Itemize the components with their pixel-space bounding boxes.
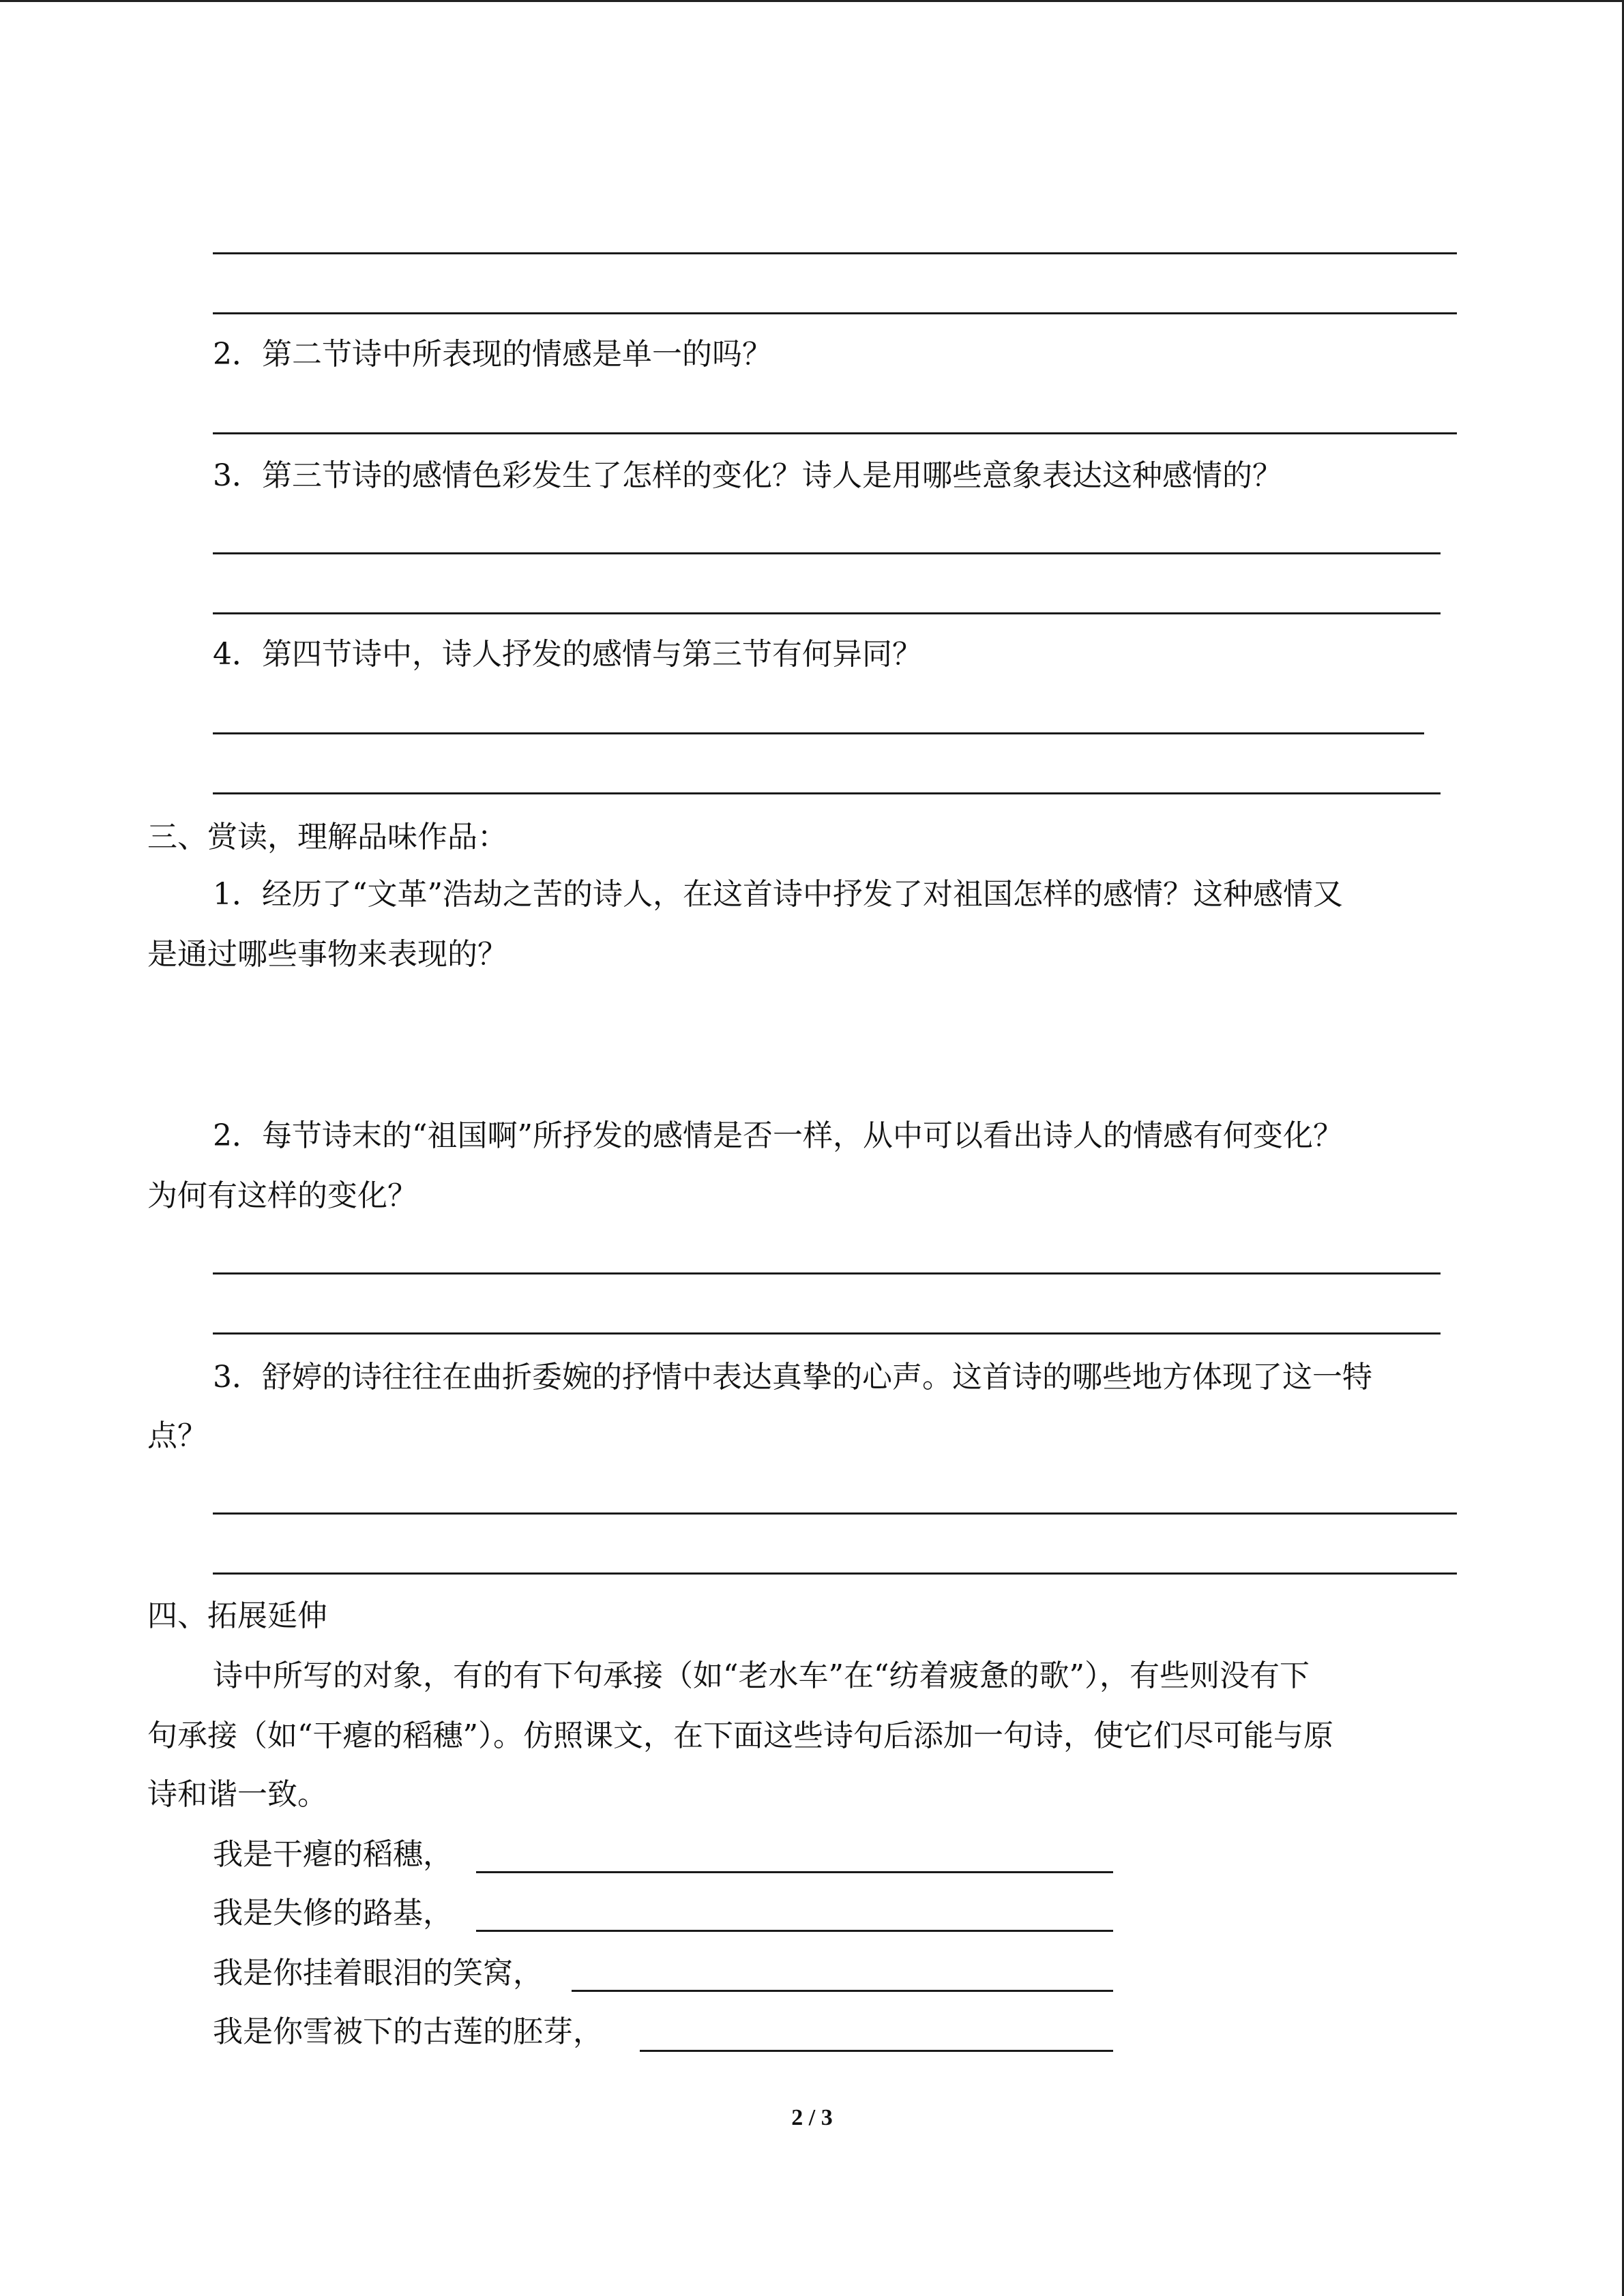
fill-in-blank-3[interactable] <box>572 1990 1113 1992</box>
section-3-heading: 三、赏读，理解品味作品： <box>147 820 507 854</box>
section-4-heading: 四、拓展延伸 <box>147 1598 327 1633</box>
fill-in-blank-1[interactable] <box>476 1871 1113 1873</box>
poem-prompt-4: 我是你雪被下的古莲的胚芽， <box>213 2014 603 2049</box>
fill-in-blank-2[interactable] <box>476 1930 1113 1932</box>
answer-line[interactable] <box>213 792 1441 794</box>
section-3-question-3-line-2: 点？ <box>147 1418 207 1453</box>
section-4-intro-line-3: 诗和谐一致。 <box>147 1777 327 1812</box>
answer-line[interactable] <box>213 252 1457 254</box>
section-3-question-2-line-1: 2．每节诗末的“祖国啊”所抒发的感情是否一样，从中可以看出诗人的情感有何变化？ <box>213 1118 1343 1153</box>
section-3-question-2-line-2: 为何有这样的变化？ <box>147 1178 417 1213</box>
question-3-text: 3．第三节诗的感情色彩发生了怎样的变化？诗人是用哪些意象表达这种感情的？ <box>213 458 1282 493</box>
answer-line[interactable] <box>213 612 1441 614</box>
question-2-text: 2．第二节诗中所表现的情感是单一的吗？ <box>213 337 772 372</box>
answer-line[interactable] <box>213 1332 1441 1335</box>
poem-prompt-3: 我是你挂着眼泪的笑窝， <box>213 1956 543 1991</box>
answer-line[interactable] <box>213 1572 1457 1575</box>
section-3-question-1-line-2: 是通过哪些事物来表现的？ <box>147 937 507 972</box>
fill-in-blank-4[interactable] <box>640 2050 1113 2052</box>
section-4-intro-line-2: 句承接（如“干瘪的稻穗”）。仿照课文，在下面这些诗句后添加一句诗，使它们尽可能与原 <box>147 1718 1333 1753</box>
poem-prompt-1: 我是干瘪的稻穗， <box>213 1837 453 1872</box>
answer-line[interactable] <box>213 1512 1457 1515</box>
poem-prompt-2: 我是失修的路基， <box>213 1896 453 1930</box>
answer-line[interactable] <box>213 312 1457 314</box>
answer-line[interactable] <box>213 732 1424 734</box>
section-3-question-1-line-1: 1．经历了“文革”浩劫之苦的诗人，在这首诗中抒发了对祖国怎样的感情？这种感情又 <box>213 877 1343 912</box>
page-number: 2 / 3 <box>791 2105 833 2130</box>
section-3-question-3-line-1: 3．舒婷的诗往往在曲折委婉的抒情中表达真挚的心声。这首诗的哪些地方体现了这一特 <box>213 1360 1372 1395</box>
answer-line[interactable] <box>213 552 1441 554</box>
question-4-text: 4．第四节诗中，诗人抒发的感情与第三节有何异同？ <box>213 637 922 672</box>
page-border-top <box>0 0 1624 2</box>
answer-line[interactable] <box>213 1272 1441 1274</box>
section-4-intro-line-1: 诗中所写的对象，有的有下句承接（如“老水车”在“纺着疲惫的歌”），有些则没有下 <box>213 1658 1310 1693</box>
answer-line[interactable] <box>213 432 1457 434</box>
